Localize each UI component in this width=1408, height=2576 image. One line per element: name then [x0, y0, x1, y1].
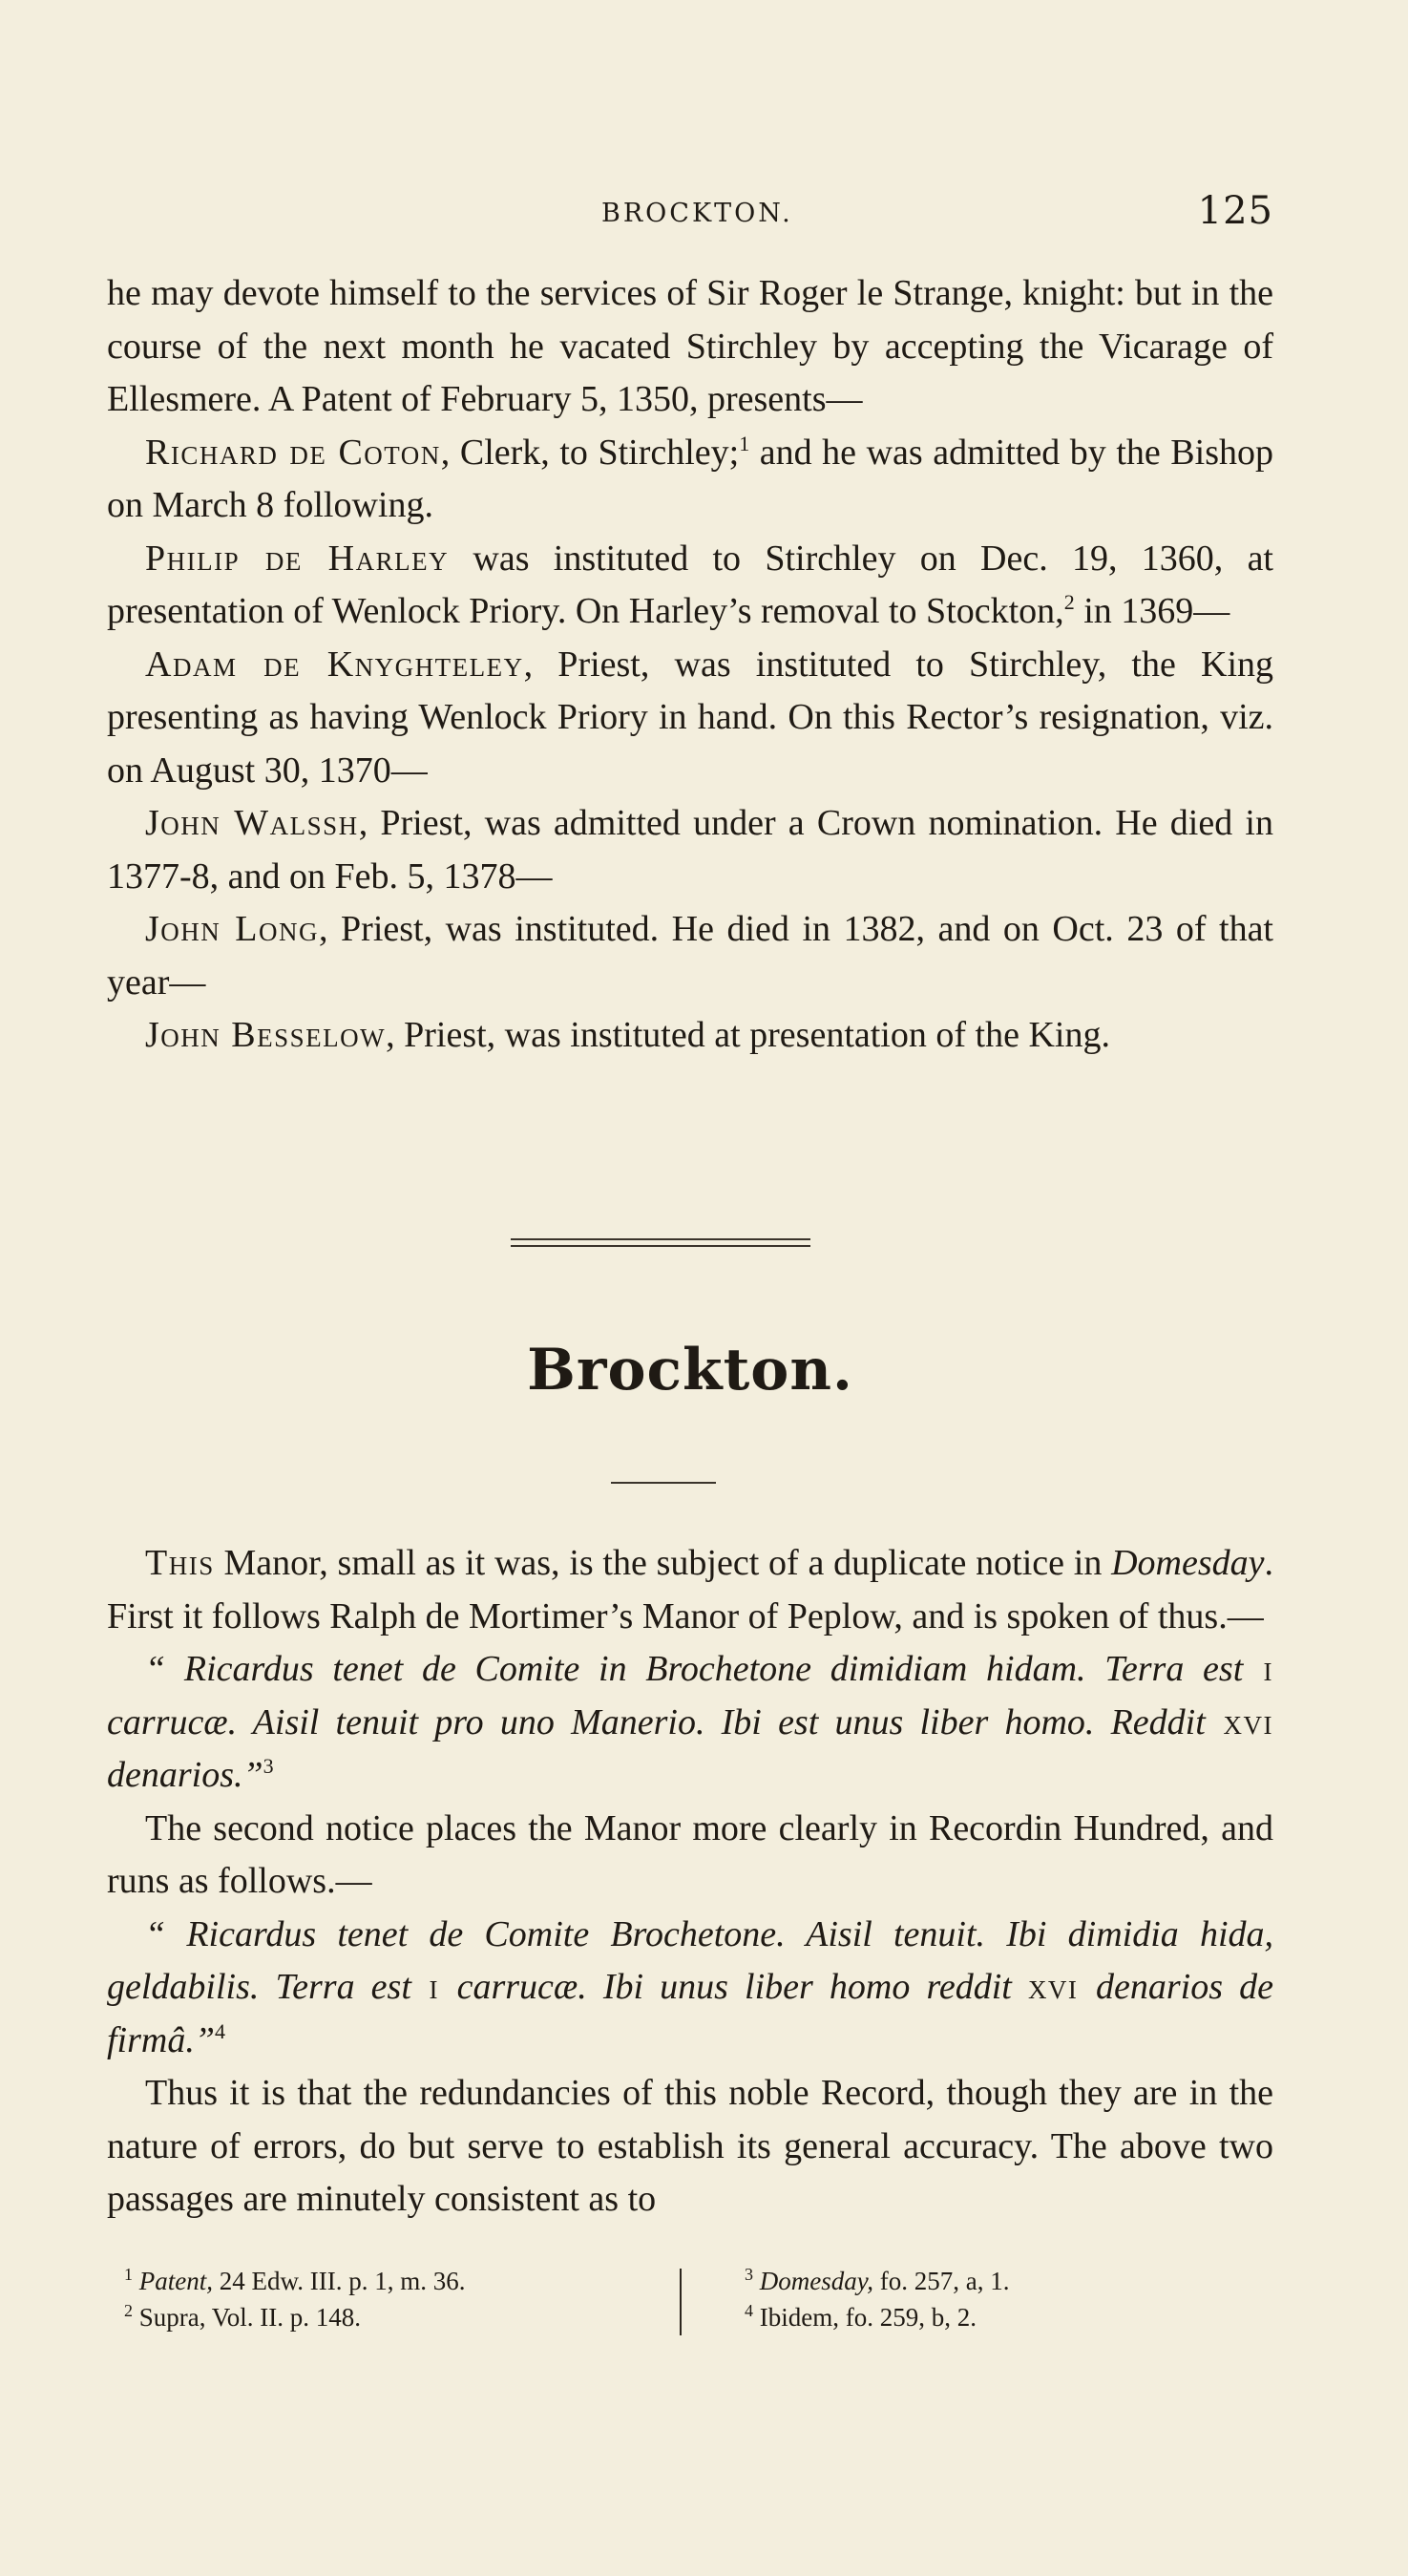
footnote — [124, 2299, 659, 2335]
roman-numeral: i — [1243, 1649, 1273, 1689]
footnote-text: Ibidem, fo. 259, b, 2. — [753, 2303, 977, 2332]
paragraph — [107, 427, 1273, 533]
quote-text: carrucæ. Ibi unus liber homo reddit — [456, 1967, 1012, 2007]
footnote-mark: 2 — [124, 2301, 133, 2320]
paragraph — [107, 1537, 1273, 1643]
footnote-source: Patent, — [138, 2267, 213, 2295]
paragraph — [107, 1803, 1273, 1909]
source-title: Domesday — [1111, 1543, 1265, 1583]
paragraph-text: and he was admitted by the Bishop on March 8 following. — [107, 432, 1273, 525]
footnotes — [107, 2263, 1273, 2339]
paragraph — [107, 533, 1273, 639]
paragraph-text: , Priest, was instituted at presentation of the King. — [386, 1015, 1110, 1055]
incumbent-name: John Walssh — [145, 803, 359, 843]
paragraph-text: in 1369— — [1074, 591, 1230, 631]
paragraph — [107, 267, 1273, 427]
incumbent-name: Adam de Knyghteley — [145, 644, 524, 685]
roman-numeral: i — [410, 1967, 457, 2007]
latin-quote — [107, 1909, 1273, 2068]
running-header — [107, 189, 1273, 237]
footnote-source: Domesday, — [759, 2267, 873, 2295]
incumbent-name: John Besselow — [145, 1015, 387, 1055]
footnote-text: Supra, Vol. II. p. 148. — [133, 2303, 362, 2332]
paragraph-text: . First it follows Ralph de Mortimer’s Manor of Peplow, and is spoken of thus.— — [107, 1543, 1273, 1636]
roman-numeral: xvi — [1027, 1967, 1097, 2007]
footnotes-right — [745, 2263, 1241, 2335]
paragraph-text: he may devote himself to the services of Sir Roger le Strange, knight: but in the course of the next month he vacated Stirchley by accepting the Vicarage of Ellesmere. A Patent of February 5, 1350, presents— — [107, 273, 1273, 419]
footnotes-left — [124, 2263, 659, 2335]
paragraph-text: The second notice places the Manor more clearly in Recordin Hundred, and runs as follows.— — [107, 1807, 1273, 1901]
title-rule — [611, 1482, 716, 1484]
footnote-text: fo. 257, a, 1. — [872, 2267, 1010, 2295]
section-divider — [511, 1238, 810, 1247]
footnote — [745, 2299, 1241, 2335]
incumbents-text — [107, 267, 1273, 1063]
paragraph-text: , Clerk, to Stirchley; — [440, 432, 740, 473]
quote-text: “ Ricardus tenet de Comite in Brochetone dimidiam hidam. Terra est — [145, 1649, 1244, 1689]
paragraph — [107, 903, 1273, 1009]
footnote-ref: 3 — [263, 1754, 274, 1778]
paragraph — [107, 797, 1273, 903]
footnote-ref: 1 — [739, 431, 750, 455]
roman-numeral: xvi — [1205, 1701, 1273, 1742]
incumbent-name: Richard de Coton — [145, 432, 441, 473]
footnote-text: 24 Edw. III. p. 1, m. 36. — [212, 2267, 466, 2295]
section-text — [107, 1537, 1273, 2227]
footnote — [745, 2263, 1241, 2299]
incumbent-name: John Long — [145, 909, 320, 949]
paragraph-text: was instituted to Stirchley on Dec. 19, 1360, at presentation of Wenlock Priory. On Harley’s removal to Stockton, — [107, 538, 1273, 631]
footnote-divider — [680, 2269, 682, 2335]
paragraph — [107, 639, 1273, 798]
footnote-ref: 2 — [1063, 590, 1075, 614]
footnote-ref: 4 — [214, 2018, 225, 2043]
footnote-mark: 3 — [745, 2265, 753, 2284]
paragraph-text: , Priest, was instituted to Stirchley, the King presenting as having Wenlock Priory in hand. On this Rector’s resignation, viz. on August 30, 1370— — [107, 644, 1274, 791]
paragraph — [107, 1009, 1273, 1063]
quote-text: carrucæ. Aisil tenuit pro uno Manerio. Ibi est unus liber homo. Reddit — [107, 1701, 1206, 1742]
quote-text: denarios.” — [107, 1755, 263, 1795]
incumbent-name: Philip de Harley — [145, 538, 450, 579]
quote-text: denarios de firmâ.” — [107, 1967, 1273, 2060]
footnote-mark: 1 — [124, 2265, 133, 2284]
paragraph-text: Thus it is that the redundancies of this noble Record, though they are in the nature of errors, do but serve to establish its general accuracy. The above two passages are minutely consistent as to — [107, 2073, 1273, 2219]
paragraph-text: , Priest, was admitted under a Crown nomination. He died in 1377-8, and on Feb. 5, 1378— — [107, 803, 1273, 897]
footnote — [124, 2263, 659, 2299]
section-title: Brockton. — [527, 1337, 853, 1404]
paragraph — [107, 2067, 1273, 2227]
paragraph-text: , Priest, was instituted. He died in 1382, and on Oct. 23 of that year— — [107, 909, 1273, 1003]
lead-word: This — [145, 1543, 215, 1583]
footnote-mark: 4 — [745, 2301, 753, 2320]
running-title: BROCKTON. — [601, 199, 793, 228]
page-number: 125 — [1197, 189, 1273, 233]
paragraph-text: Manor, small as it was, is the subject of a duplicate notice in — [214, 1543, 1112, 1583]
latin-quote — [107, 1643, 1273, 1803]
quote-text: “ Ricardus tenet de Comite Brochetone. Aisil tenuit. Ibi dimidia hida, geldabilis. Terra est — [107, 1913, 1273, 2007]
